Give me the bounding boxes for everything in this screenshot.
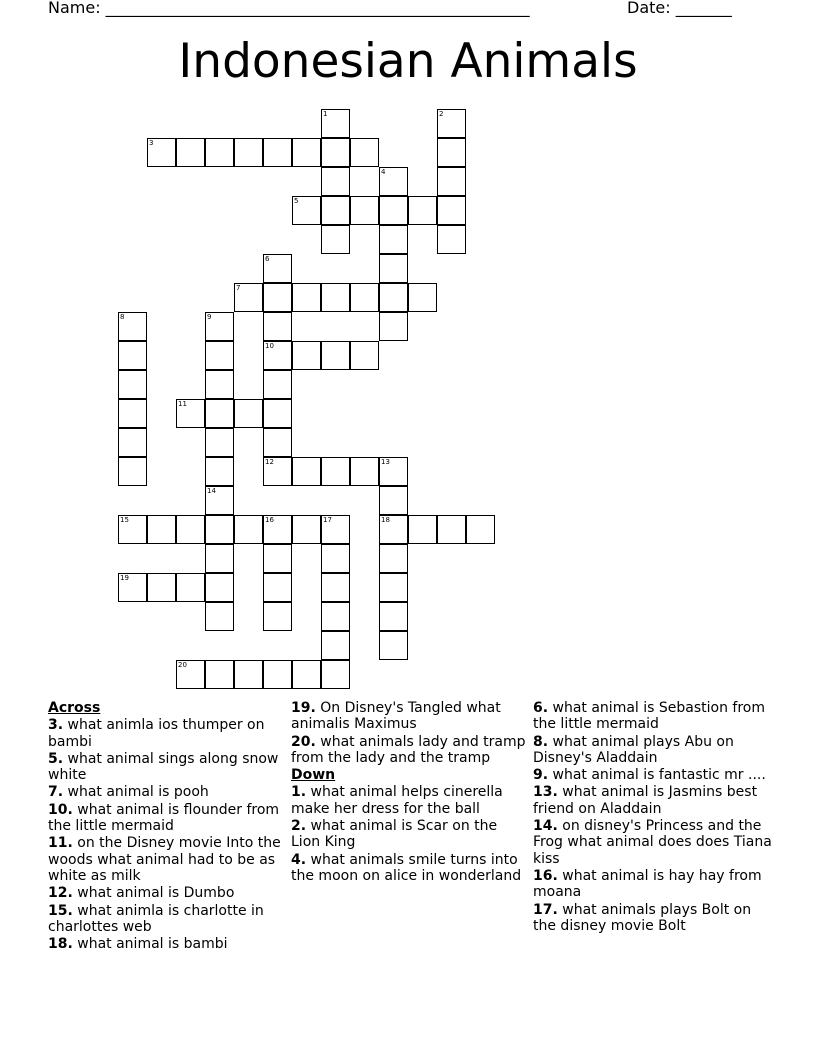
clues-column-3 xyxy=(533,700,773,935)
clue-across-19: 19. On Disney's Tangled what animalis Maximus xyxy=(291,700,501,733)
grid-cell-8[interactable] xyxy=(118,312,147,341)
puzzle-title: Indonesian Animals xyxy=(178,34,638,89)
grid-cell[interactable] xyxy=(263,283,292,312)
grid-cell[interactable] xyxy=(321,544,350,573)
grid-cell-3[interactable] xyxy=(147,138,176,167)
grid-cell[interactable] xyxy=(321,341,350,370)
grid-cell-4[interactable] xyxy=(379,167,408,196)
grid-cell[interactable] xyxy=(292,457,321,486)
clue-number: 14 xyxy=(207,487,216,495)
grid-cell[interactable] xyxy=(118,370,147,399)
grid-cell[interactable] xyxy=(321,660,350,689)
grid-cell[interactable] xyxy=(379,283,408,312)
grid-cell[interactable] xyxy=(292,341,321,370)
clue-number: 7 xyxy=(236,284,241,292)
grid-cell[interactable] xyxy=(350,196,379,225)
clue-number: 13 xyxy=(381,458,390,466)
grid-cell[interactable] xyxy=(379,225,408,254)
grid-cell[interactable] xyxy=(379,631,408,660)
clue-down-17: 17. what animals plays Bolt on the disney movie Bolt xyxy=(533,901,752,934)
clue-across-7: 7. what animal is pooh xyxy=(48,784,209,801)
grid-cell[interactable] xyxy=(292,283,321,312)
grid-cell[interactable] xyxy=(205,515,234,544)
grid-cell-13[interactable] xyxy=(379,457,408,486)
grid-cell[interactable] xyxy=(147,573,176,602)
grid-cell[interactable] xyxy=(205,573,234,602)
grid-cell[interactable] xyxy=(263,544,292,573)
grid-cell[interactable] xyxy=(379,486,408,515)
clue-number: 11 xyxy=(178,400,187,408)
clue-number: 2 xyxy=(439,110,444,118)
grid-cell[interactable] xyxy=(205,544,234,573)
grid-cell[interactable] xyxy=(437,225,466,254)
grid-cell[interactable] xyxy=(205,602,234,631)
grid-cell[interactable] xyxy=(176,515,205,544)
grid-cell-7[interactable] xyxy=(234,283,263,312)
grid-cell[interactable] xyxy=(205,428,234,457)
grid-cell[interactable] xyxy=(263,312,292,341)
grid-cell[interactable] xyxy=(118,428,147,457)
grid-cell[interactable] xyxy=(292,515,321,544)
grid-cell-11[interactable] xyxy=(176,399,205,428)
clue-across-12: 12. what animal is Dumbo xyxy=(48,885,235,902)
clue-across-15: 15. what animla is charlotte in charlottes web xyxy=(48,902,264,935)
clue-down-2: 2. what animal is Scar on the Lion King xyxy=(291,818,498,851)
grid-cell[interactable] xyxy=(437,138,466,167)
grid-cell-10[interactable] xyxy=(263,341,292,370)
grid-cell[interactable] xyxy=(234,660,263,689)
grid-cell[interactable] xyxy=(379,254,408,283)
grid-cell-14[interactable] xyxy=(205,486,234,515)
clue-across-10: 10. what animal is flounder from the little mermaid xyxy=(48,801,280,835)
grid-cell-17[interactable] xyxy=(321,515,350,544)
clue-down-14: 14. on disney's Princess and the Frog what animal does does Tiana kiss xyxy=(533,818,772,867)
grid-cell[interactable] xyxy=(437,167,466,196)
grid-cell[interactable] xyxy=(321,573,350,602)
grid-cell[interactable] xyxy=(205,457,234,486)
grid-cell[interactable] xyxy=(350,283,379,312)
grid-cell[interactable] xyxy=(234,138,263,167)
name-field-label: Name: _____________________________________________________ xyxy=(48,0,530,17)
grid-cell[interactable] xyxy=(263,399,292,428)
grid-cell-1[interactable] xyxy=(321,109,350,138)
grid-cell[interactable] xyxy=(205,370,234,399)
clue-number: 5 xyxy=(294,197,299,205)
grid-cell-18[interactable] xyxy=(379,515,408,544)
grid-cell[interactable] xyxy=(234,399,263,428)
grid-cell[interactable] xyxy=(437,196,466,225)
grid-cell[interactable] xyxy=(176,573,205,602)
clue-across-18: 18. what animal is bambi xyxy=(48,936,228,953)
clue-number: 8 xyxy=(120,313,125,321)
grid-cell[interactable] xyxy=(118,399,147,428)
grid-cell[interactable] xyxy=(379,196,408,225)
grid-cell[interactable] xyxy=(350,457,379,486)
grid-cell[interactable] xyxy=(292,660,321,689)
grid-cell[interactable] xyxy=(379,312,408,341)
clue-down-16: 16. what animal is hay hay from moana xyxy=(533,867,762,901)
down-heading: Down xyxy=(291,767,336,784)
clue-number: 18 xyxy=(381,516,390,524)
grid-cell-5[interactable] xyxy=(292,196,321,225)
grid-cell[interactable] xyxy=(118,457,147,486)
clue-down-6: 6. what animal is Sebastion from the little mermaid xyxy=(533,700,765,733)
clue-down-9: 9. what animal is fantastic mr .... xyxy=(533,767,766,784)
grid-cell[interactable] xyxy=(408,515,437,544)
grid-cell[interactable] xyxy=(321,631,350,660)
clue-number: 9 xyxy=(207,313,212,321)
clue-number: 15 xyxy=(120,516,129,524)
grid-cell[interactable] xyxy=(263,660,292,689)
clue-down-13: 13. what animal is Jasmins best friend on Aladdain xyxy=(533,784,758,817)
grid-cell[interactable] xyxy=(321,196,350,225)
grid-cell[interactable] xyxy=(350,341,379,370)
grid-cell[interactable] xyxy=(350,138,379,167)
grid-cell[interactable] xyxy=(147,515,176,544)
grid-cell[interactable] xyxy=(408,196,437,225)
clue-number: 12 xyxy=(265,458,274,466)
date-field-label: Date: _______ xyxy=(627,0,732,17)
grid-cell[interactable] xyxy=(205,138,234,167)
grid-cell-6[interactable] xyxy=(263,254,292,283)
grid-cell[interactable] xyxy=(321,167,350,196)
grid-cell[interactable] xyxy=(263,370,292,399)
clues-column-1 xyxy=(48,700,283,953)
clue-down-8: 8. what animal plays Abu on Disney's Aladdain xyxy=(533,733,734,766)
clue-number: 20 xyxy=(178,661,187,669)
grid-cell[interactable] xyxy=(118,341,147,370)
clue-across-11: 11. on the Disney movie Into the woods what animal had to be as white as milk xyxy=(48,835,281,884)
grid-cell[interactable] xyxy=(263,573,292,602)
grid-cell-15[interactable] xyxy=(118,515,147,544)
grid-cell[interactable] xyxy=(292,138,321,167)
clue-number: 19 xyxy=(120,574,129,582)
clue-number: 4 xyxy=(381,168,386,176)
grid-cell-19[interactable] xyxy=(118,573,147,602)
grid-cell[interactable] xyxy=(321,225,350,254)
grid-cell[interactable] xyxy=(379,602,408,631)
grid-cell-12[interactable] xyxy=(263,457,292,486)
clues-column-2 xyxy=(291,700,527,885)
clue-down-1: 1. what animal helps cinerella make her dress for the ball xyxy=(291,784,503,817)
grid-cell-16[interactable] xyxy=(263,515,292,544)
clue-number: 10 xyxy=(265,342,274,350)
grid-cell[interactable] xyxy=(263,428,292,457)
grid-cell[interactable] xyxy=(408,283,437,312)
grid-cell[interactable] xyxy=(205,660,234,689)
grid-cell[interactable] xyxy=(205,399,234,428)
grid-cell[interactable] xyxy=(205,341,234,370)
grid-cell-9[interactable] xyxy=(205,312,234,341)
grid-cell[interactable] xyxy=(234,515,263,544)
grid-cell[interactable] xyxy=(379,544,408,573)
across-heading: Across xyxy=(48,700,101,716)
clue-number: 16 xyxy=(265,516,274,524)
clue-across-20: 20. what animals lady and tramp from the lady and the tramp xyxy=(291,733,526,766)
clue-number: 3 xyxy=(149,139,154,147)
grid-cell[interactable] xyxy=(321,457,350,486)
grid-cell[interactable] xyxy=(466,515,495,544)
grid-cell-2[interactable] xyxy=(437,109,466,138)
grid-cell[interactable] xyxy=(437,515,466,544)
grid-cell[interactable] xyxy=(321,138,350,167)
grid-cell[interactable] xyxy=(321,283,350,312)
clue-number: 6 xyxy=(265,255,270,263)
clue-number: 1 xyxy=(323,110,328,118)
clue-number: 17 xyxy=(323,516,332,524)
grid-cell-20[interactable] xyxy=(176,660,205,689)
clue-across-5: 5. what animal sings along snow white xyxy=(48,750,279,784)
grid-cell[interactable] xyxy=(379,573,408,602)
grid-cell[interactable] xyxy=(263,138,292,167)
clue-across-3: 3. what animla ios thumper on bambi xyxy=(48,717,265,750)
grid-cell[interactable] xyxy=(176,138,205,167)
grid-cell[interactable] xyxy=(263,602,292,631)
grid-cell[interactable] xyxy=(321,602,350,631)
clue-down-4: 4. what animals smile turns into the moon on alice in wonderland xyxy=(291,851,522,884)
